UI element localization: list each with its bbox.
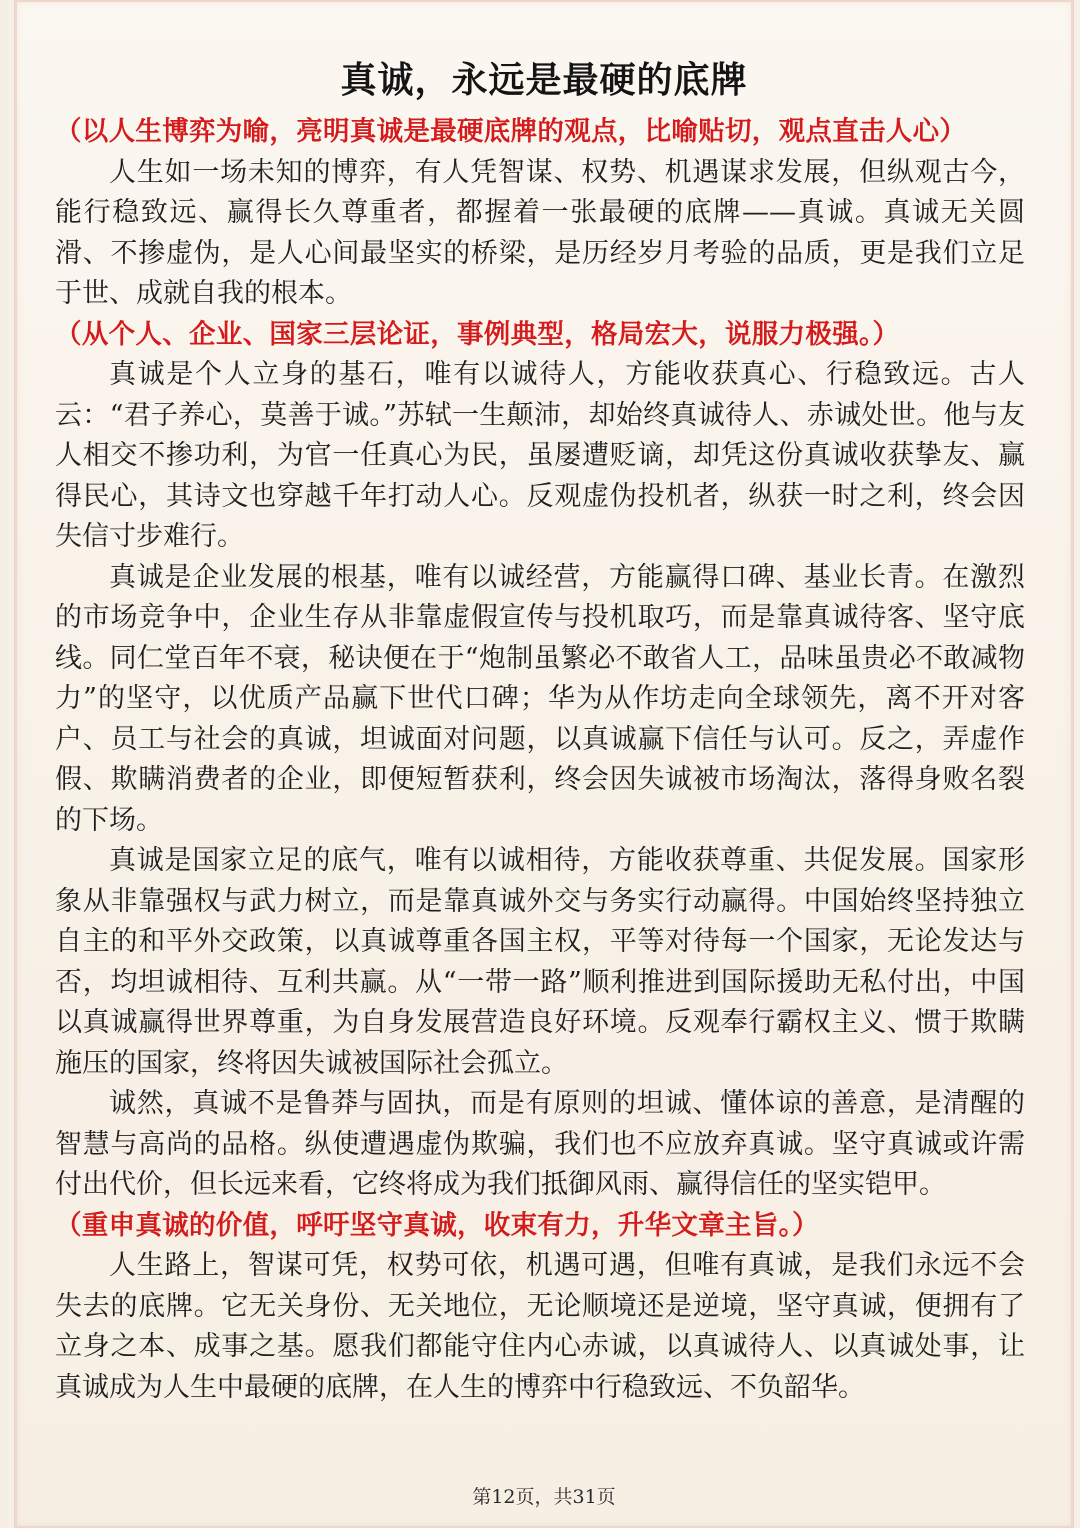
document-page (14, 0, 1074, 1528)
body-paragraph: 人生路上，智谋可凭，权势可依，机遇可遇，但唯有真诚，是我们永远不会失去的底牌。它无关身份、无关地位，无论顺境还是逆境，坚守真诚，便拥有了立身之本、成事之基。愿我们都能守住内心赤诚，以真诚待人、以真诚处事，让真诚成为人生中最硬的底牌，在人生的博弈中行稳致远、不负韶华。 (55, 1250, 1025, 1403)
comment-note: （以人生博弈为喻，亮明真诚是最硬底牌的观点，比喻贴切，观点直击人心） (55, 116, 967, 147)
essay-title: 真诚，永远是最硬的底牌 (340, 59, 748, 101)
essay-text (55, 112, 1025, 1408)
body-paragraph: 诚然，真诚不是鲁莽与固执，而是有原则的坦诚、懂体谅的善意，是清醒的智慧与高尚的品格。纵使遭遇虚伪欺骗，我们也不应放弃真诚。坚守真诚或许需付出代价，但长远来看，它终将成为我们抵御风雨、赢得信任的坚实铠甲。 (55, 1088, 1025, 1200)
comment-note: （重申真诚的价值，呼吁坚守真诚，收束有力，升华文章主旨。） (55, 1209, 819, 1241)
body-paragraph: 真诚是个人立身的基石，唯有以诚待人，方能收获真心、行稳致远。古人云：“君子养心，莫善于诚。”苏轼一生颠沛，却始终真诚待人、赤诚处世。他与友人相交不掺功利，为官一任真心为民，虽屡遭贬谪，却凭这份真诚收获挚友、赢得民心，其诗文也穿越千年打动人心。反观虚伪投机者，纵获一时之利，终会因失信寸步难行。 (55, 359, 1025, 552)
comment-note: （从个人、企业、国家三层论证，事例典型，格局宏大，说服力极强。） (55, 318, 900, 350)
body-paragraph: 真诚是国家立足的底气，唯有以诚相待，方能收获尊重、共促发展。国家形象从非靠强权与武力树立，而是靠真诚外交与务实行动赢得。中国始终坚持独立自主的和平外交政策，以真诚尊重各国主权，平等对待每一个国家，无论发达与否，均坦诚相待、互利共赢。从“一带一路”顺利推进到国际援助无私付出，中国以真诚赢得世界尊重，为自身发展营造良好环境。反观奉行霸权主义、惯于欺瞒施压的国家，终将因失诚被国际社会孤立。 (55, 845, 1025, 1079)
body-paragraph: 真诚是企业发展的根基，唯有以诚经营，方能赢得口碑、基业长青。在激烈的市场竞争中，企业生存从非靠虚假宣传与投机取巧，而是靠真诚待客、坚守底线。同仁堂百年不衰，秘诀便在于“炮制虽繁必不敢省人工，品味虽贵必不敢减物力”的坚守，以优质产品赢下世代口碑；华为从作坊走向全球领先，离不开对客户、员工与社会的真诚，坦诚面对问题，以真诚赢下信任与认可。反之，弄虚作假、欺瞒消费者的企业，即便短暂获利，终会因失诚被市场淘汰，落得身败名裂的下场。 (55, 561, 1025, 836)
page-number: 第12页，共31页 (472, 1486, 616, 1508)
body-paragraph: 人生如一场未知的博弈，有人凭智谋、权势、机遇谋求发展，但纵观古今，能行稳致远、赢得长久尊重者，都握着一张最硬的底牌——真诚。真诚无关圆滑、不掺虚伪，是人心间最坚实的桥梁，是历经岁月考验的品质，更是我们立足于世、成就自我的根本。 (55, 156, 1025, 309)
